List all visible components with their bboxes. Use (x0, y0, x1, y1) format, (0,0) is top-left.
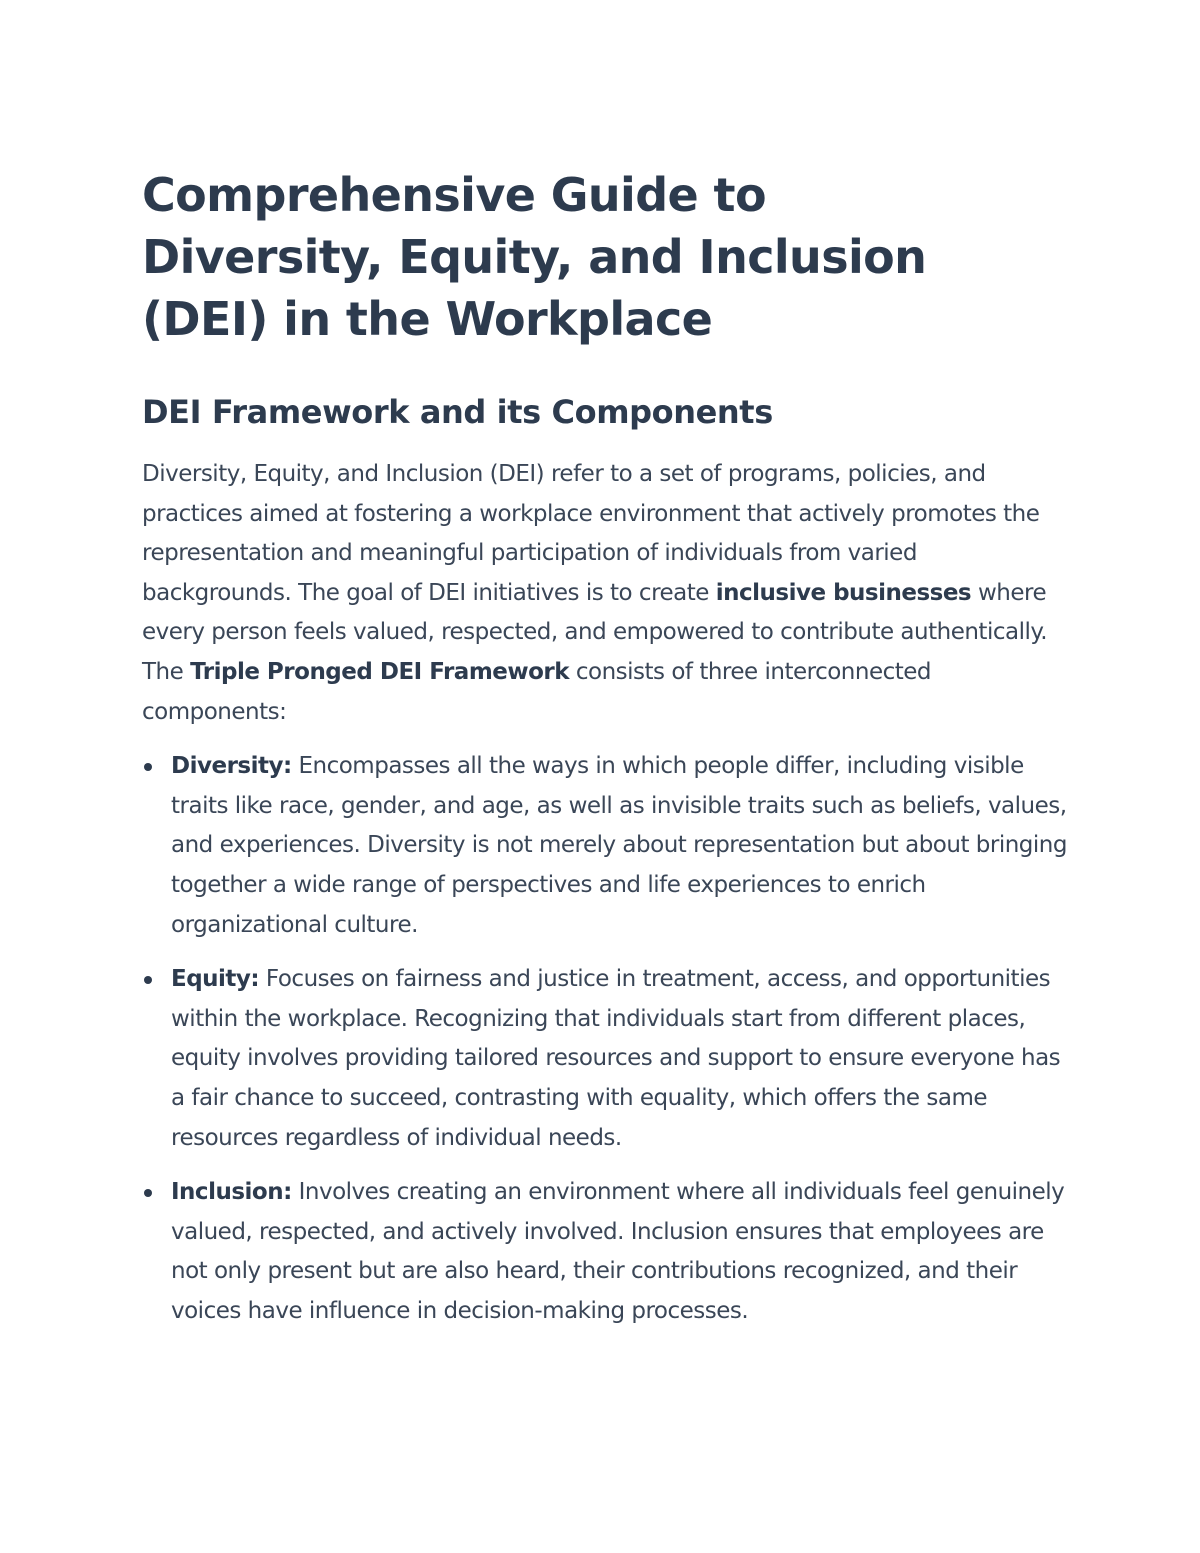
intro-text-1: Diversity, Equity, and Inclusion (DEI) refer to a set of programs, policies, and practices aimed at fostering a workplace environment that actively promotes the representation and meaningful participation of individuals from varied backgrounds. The goal of DEI initiatives is to create (142, 461, 1040, 606)
list-item-equity (142, 960, 1067, 1158)
list-item-description: Involves creating an environment where all individuals feel genuinely valued, respected, and actively involved. Inclusion ensures that employees are not only present but are also heard, their contributions recognized, and their voices have influence in decision-making processes. (171, 1179, 1065, 1324)
intro-text-2: where every person feels valued, respected, and empowered to contribute authentically. The (142, 579, 1047, 685)
list-item-inclusion (142, 1173, 1067, 1331)
list-item-text (171, 966, 1060, 1150)
intro-text-3: consists of three interconnected components: (142, 658, 932, 725)
list-item-diversity (142, 747, 1067, 945)
components-list (142, 747, 1067, 1331)
bullet-icon (144, 976, 152, 984)
list-item-description: Encompasses all the ways in which people differ, including visible traits like race, gender, and age, as well as invisible traits such as beliefs, values, and experiences. Diversity is not merely about representation but about bringing together a wide range of perspectives and life experiences to enrich organizational culture. (171, 753, 1067, 938)
intro-paragraph (142, 455, 1067, 732)
document-page (142, 164, 1067, 1346)
intro-bold-framework-name: Triple Pronged DEI Framework (190, 658, 570, 685)
list-item-term: Inclusion: (171, 1179, 292, 1206)
section-heading: DEI Framework and its Components (142, 393, 773, 431)
list-item-text (171, 753, 1067, 937)
document-title: Comprehensive Guide to Diversity, Equity, and Inclusion (DEI) in the Workplace (142, 168, 927, 346)
bullet-icon (144, 1189, 152, 1197)
list-item-term: Diversity: (171, 753, 292, 780)
bullet-icon (144, 763, 152, 771)
intro-bold-inclusive-businesses: inclusive businesses (715, 579, 972, 606)
list-item-description: Focuses on fairness and justice in treatment, access, and opportunities within the workplace. Recognizing that individuals start from different places, equity involves providing tailored resources and support to ensure everyone has a fair chance to succeed, contrasting with equality, which offers the same resources regardless of individual needs. (171, 966, 1061, 1151)
list-item-text (171, 1179, 1064, 1324)
list-item-term: Equity: (171, 966, 260, 993)
